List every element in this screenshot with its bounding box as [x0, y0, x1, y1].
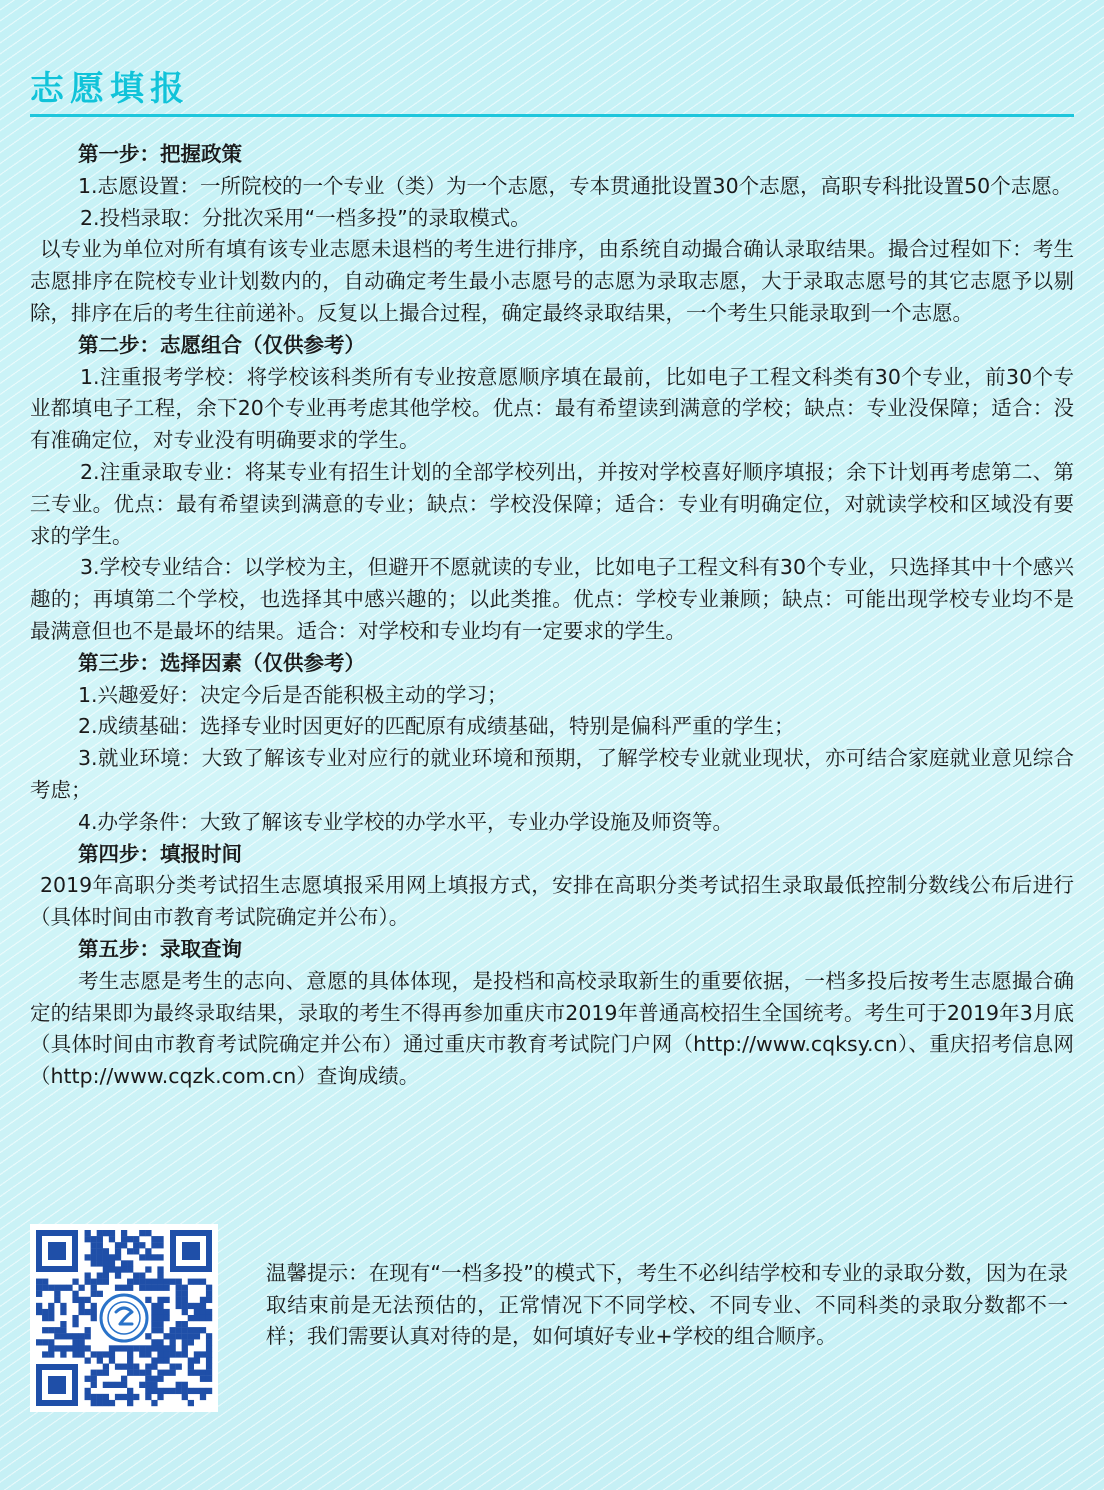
step4-paragraph-1: 2019年高职分类考试招生志愿填报采用网上填报方式，安排在高职分类考试招生录取最低控制分数线公布后进行（具体时间由市教育考试院确定并公布）。: [30, 873, 1074, 930]
page-title: 志愿填报: [30, 69, 190, 109]
step2-paragraph-2: 2.注重录取专业：将某专业有招生计划的全部学校列出，并按对学校喜好顺序填报；余下计划再考虑第二、第三专业。优点：最有希望读到满意的专业；缺点：学校没保障；适合：专业有明确定位，对就读学校和区域没有要求的学生。: [30, 459, 1074, 548]
qr-code-icon: [30, 1224, 218, 1412]
main-content: [30, 139, 1074, 1093]
step5-paragraph-1: 考生志愿是考生的志向、意愿的具体体现，是投档和高校录取新生的重要依据，一档多投后按考生志愿撮合确定的结果即为最终录取结果，录取的考生不得再参加重庆市2019年普通高校招生全国统考。考生可于2019年3月底（具体时间由市教育考试院确定并公布）通过重庆市教育考试院门户网（http://www.cqksy.cn）、重庆招考信息网（http://www.cqzk.com.cn）查询成绩。: [30, 968, 1074, 1089]
step1-heading: 第一步：把握政策: [78, 142, 242, 166]
qr-finder-top-right: [170, 1230, 212, 1272]
step1-paragraph-2: 2.投档录取：分批次采用“一档多投”的录取模式。: [80, 205, 531, 230]
step3-paragraph-2: 2.成绩基础：选择专业时因更好的匹配原有成绩基础，特别是偏科严重的学生；: [78, 714, 795, 739]
step2-heading: 第二步：志愿组合（仅供参考）: [78, 332, 365, 357]
step3-paragraph-1: 1.兴趣爱好：决定今后是否能积极主动的学习；: [78, 682, 508, 707]
title-divider: [30, 114, 1074, 117]
step3-heading: 第三步：选择因素（仅供参考）: [78, 650, 365, 675]
step3-paragraph-4: 4.办学条件：大致了解该专业学校的办学水平，专业办学设施及师资等。: [78, 809, 734, 834]
step1-paragraph-1: 1.志愿设置：一所院校的一个专业（类）为一个志愿，专本贯通批设置30个志愿，高职专科批设置50个志愿。: [78, 173, 1073, 198]
step5-heading: 第五步：录取查询: [78, 936, 242, 961]
qr-finder-bottom-left: [36, 1364, 78, 1406]
school-logo-icon: [98, 1292, 150, 1344]
step2-paragraph-3: 3.学校专业结合：以学校为主，但避开不愿就读的专业，比如电子工程文科有30个专业，只选择其中十个感兴趣的；再填第二个学校，也选择其中感兴趣的；以此类推。优点：学校专业兼顾；缺点：可能出现学校专业均不是最满意但也不是最坏的结果。适合：对学校和专业均有一定要求的学生。: [30, 555, 1074, 643]
tip-text: 温馨提示：在现有“一档多投”的模式下，考生不必纠结学校和专业的录取分数，因为在录取结束前是无法预估的，正常情况下不同学校、不同专业、不同科类的录取分数都不一样；我们需要认真对待的是，如何填好专业+学校的组合顺序。: [266, 1261, 1068, 1348]
qr-finder-top-left: [36, 1230, 78, 1272]
step1-paragraph-3: 以专业为单位对所有填有该专业志愿未退档的考生进行排序，由系统自动撮合确认录取结果。撮合过程如下：考生志愿排序在院校专业计划数内的，自动确定考生最小志愿号的志愿为录取志愿，大于录取志愿号的其它志愿予以剔除，排序在后的考生往前递补。反复以上撮合过程，确定最终录取结果，一个考生只能录取到一个志愿。: [30, 237, 1074, 325]
step2-paragraph-1: 1.注重报考学校：将学校该科类所有专业按意愿顺序填在最前，比如电子工程文科类有30个专业，前30个专业都填电子工程，余下20个专业再考虑其他学校。优点：最有希望读到满意的学校；缺点：专业没保障；适合：没有准确定位，对专业没有明确要求的学生。: [30, 364, 1074, 453]
step3-paragraph-3: 3.就业环境：大致了解该专业对应行的就业环境和预期，了解学校专业就业现状，亦可结合家庭就业意见综合考虑；: [30, 746, 1074, 802]
step4-heading: 第四步：填报时间: [78, 841, 242, 866]
